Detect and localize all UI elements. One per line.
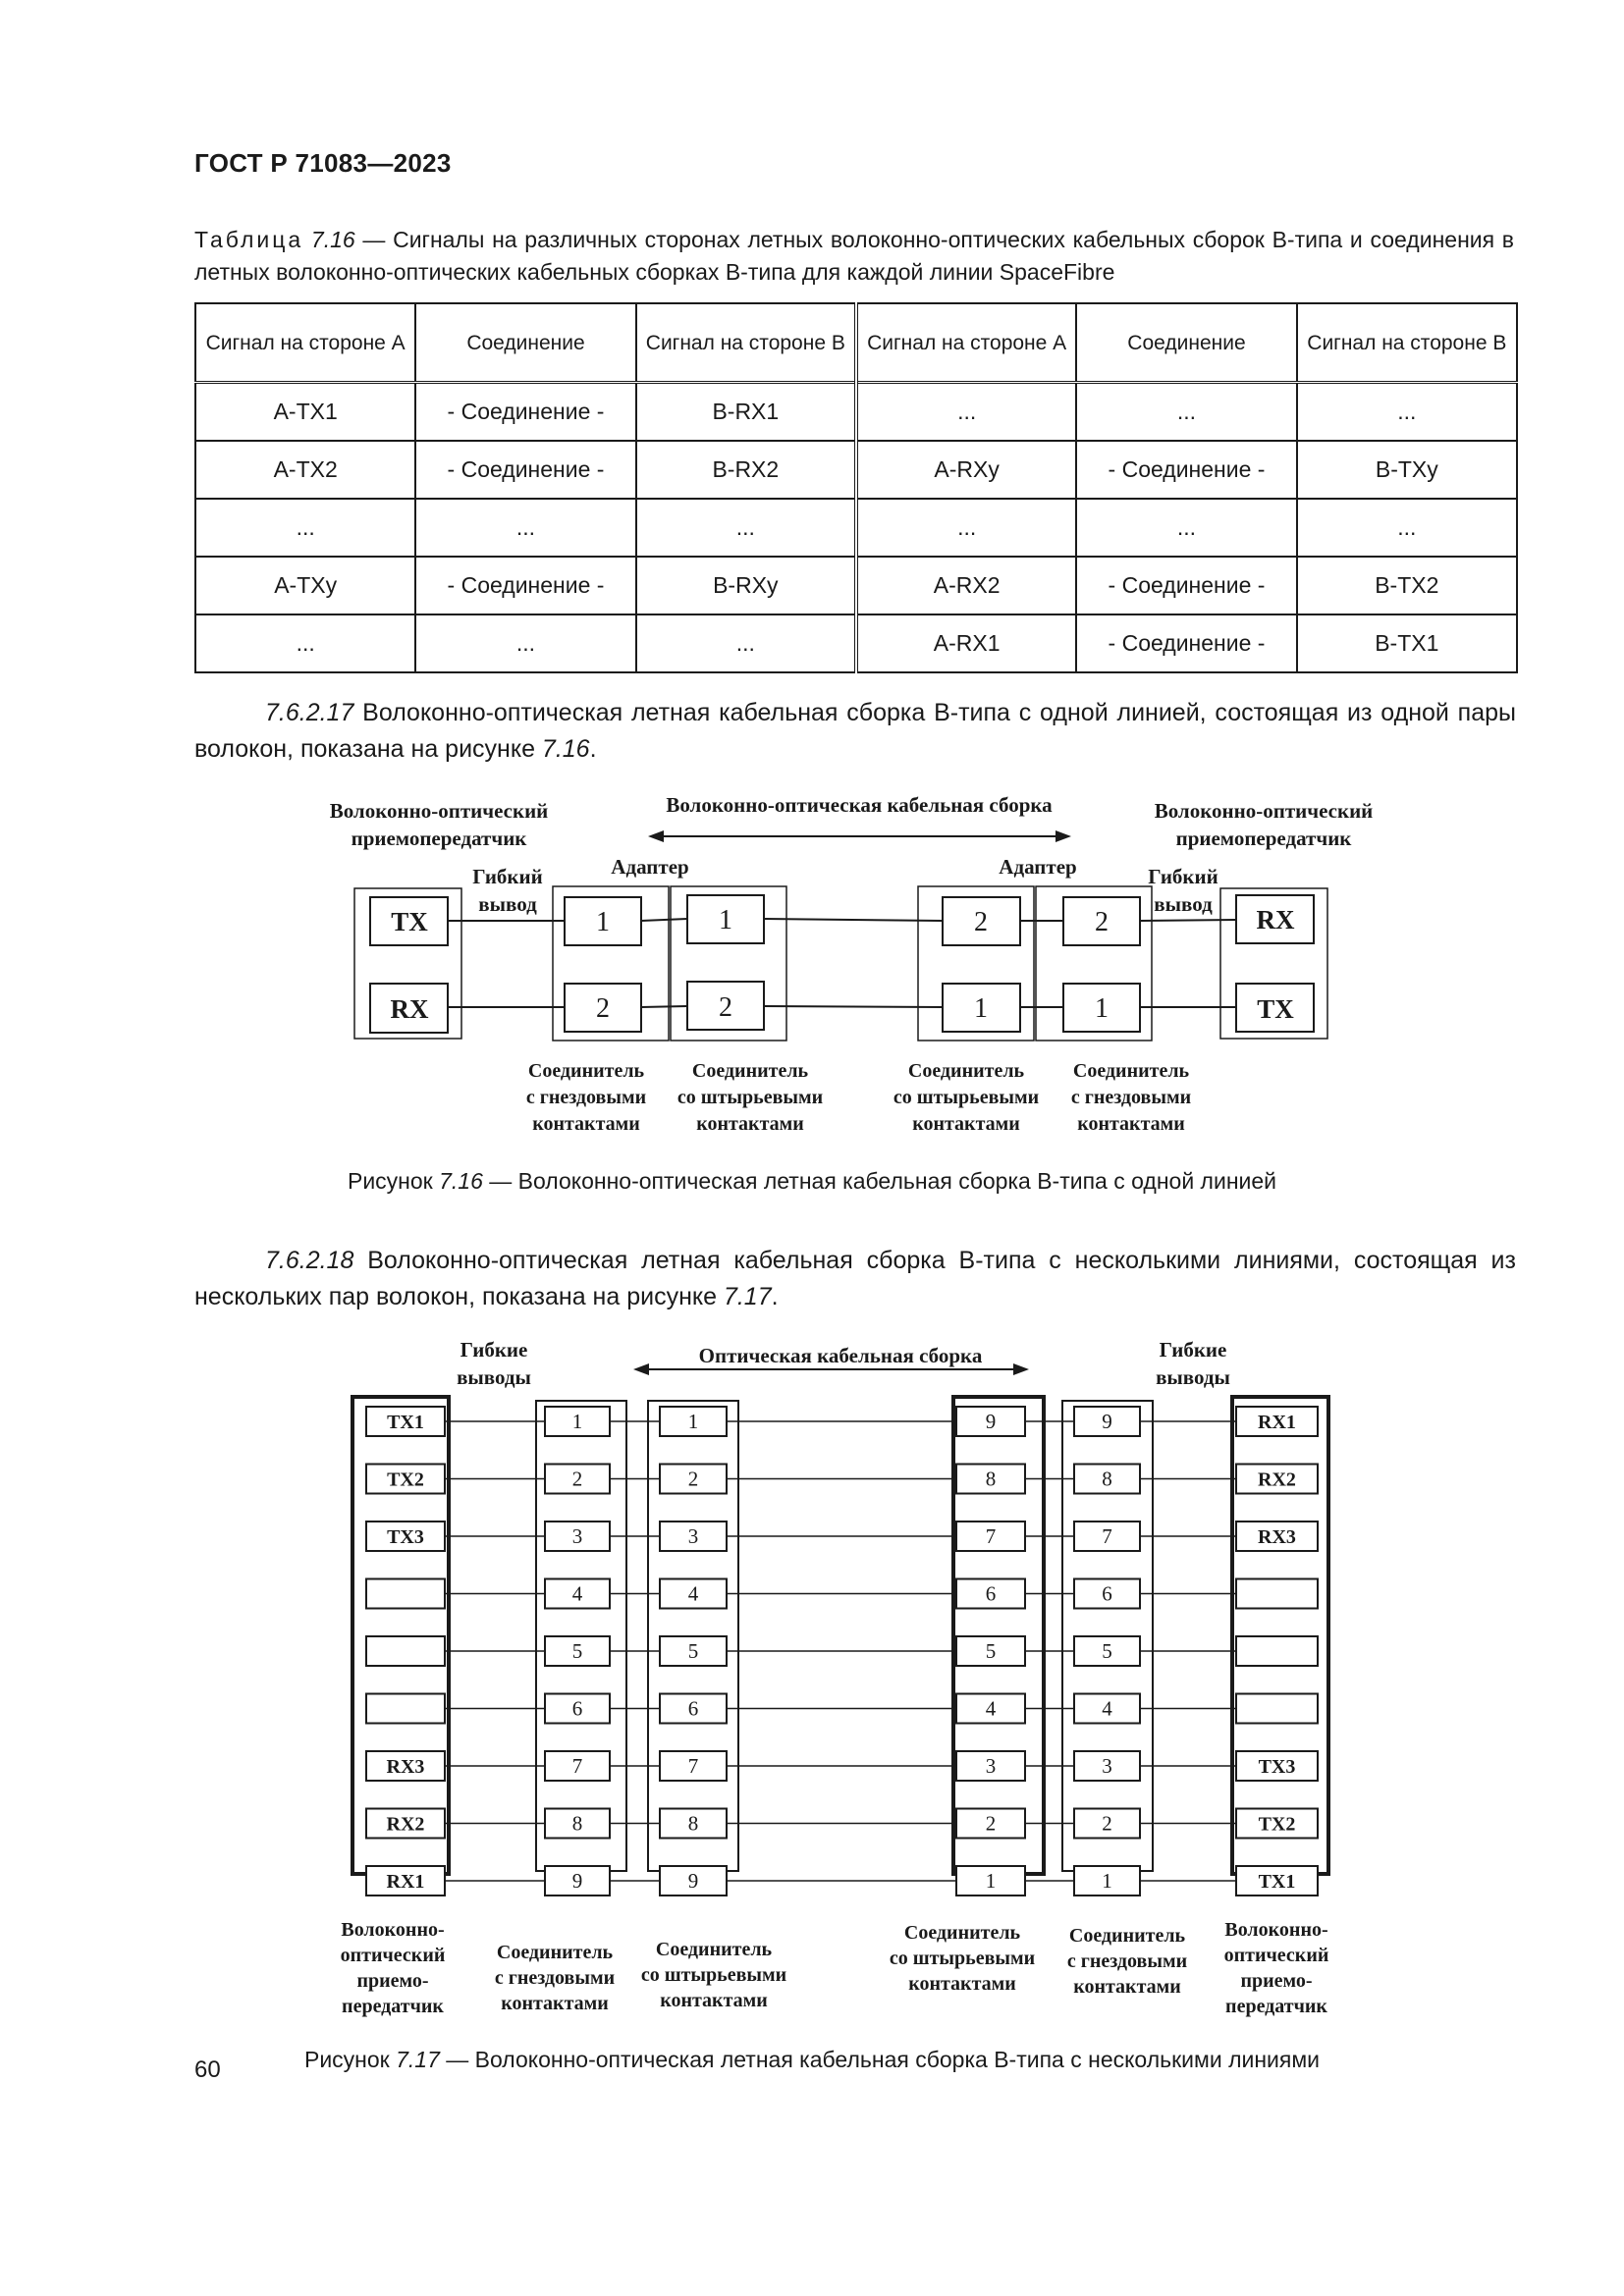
fig1-pin-label: 1 — [719, 905, 732, 935]
fig2-signal-label: TX2 — [1258, 1813, 1296, 1836]
fig2-sig-left-box — [366, 1694, 445, 1724]
fig1-pin-label: 2 — [719, 992, 732, 1023]
fig1-label-pin: контактами — [696, 1113, 804, 1135]
fig2-pin-label: 2 — [1102, 1811, 1112, 1836]
fig2-label-pin-right: со штырьевыми — [889, 1948, 1036, 1969]
table-cell: ... — [195, 499, 415, 557]
fig2-pin-label: 8 — [1102, 1467, 1112, 1491]
table-cell: B-RX1 — [636, 383, 856, 442]
fig2-signal-label: RX2 — [386, 1813, 425, 1836]
fig2-label-flex-right: выводы — [1156, 1365, 1230, 1389]
fig2-pin-label: 1 — [1102, 1869, 1112, 1893]
fig2-signal-label: RX2 — [1258, 1468, 1296, 1491]
fig2-label-flex-left: выводы — [457, 1365, 531, 1389]
fig2-pin-label: 7 — [985, 1524, 997, 1548]
fig2-label-flex-right: Гибкие — [1159, 1338, 1227, 1362]
fig2-pin-label: 8 — [571, 1811, 583, 1836]
fig2-label-socket-right: Соединитель — [1068, 1925, 1186, 1947]
fig2-label-trx-right: Волоконно- — [1224, 1919, 1328, 1941]
table-cell: ... — [856, 499, 1076, 557]
table-cell: ... — [1297, 499, 1517, 557]
fig1-label-socket: контактами — [532, 1113, 640, 1135]
fig2-pin-label: 9 — [1102, 1410, 1112, 1433]
fig2-pin-label: 3 — [571, 1524, 583, 1548]
table-cell: B-TX1 — [1297, 614, 1517, 672]
fig2-pin-label: 4 — [985, 1696, 997, 1721]
paragraph-number: 7.6.2.18 — [265, 1247, 354, 1274]
table-cell: - Соединение - — [415, 441, 635, 499]
fig2-signal-label: TX1 — [1258, 1871, 1296, 1893]
table-cell: - Соединение - — [415, 557, 635, 614]
fig1-label-socket-right: с гнездовыми — [1070, 1087, 1192, 1108]
fig1-rx-right: RX — [1256, 905, 1295, 934]
figure-caption-text: — Волоконно-оптическая летная кабельная сборка B-типа с несколькими линиями — [439, 2047, 1321, 2072]
fig1-label-transceiver-left-2: приемопередатчик — [351, 827, 527, 850]
fig2-label-pin-left: со штырьевыми — [640, 1964, 787, 1986]
table-cell: A-TXy — [195, 557, 415, 614]
figure-7-16-diagram — [0, 785, 1624, 1158]
fig2-pin-label: 2 — [985, 1811, 997, 1836]
figure-caption-number: 7.16 — [439, 1168, 483, 1194]
table-cell: - Соединение - — [1076, 614, 1296, 672]
table-header-cell: Сигнал на стороне B — [1297, 303, 1517, 383]
table-header-row — [195, 303, 1517, 383]
table-row — [195, 614, 1517, 672]
fig2-pin-label: 1 — [687, 1410, 699, 1433]
figure-reference: 7.16 — [541, 735, 590, 763]
fig2-signal-label: TX2 — [387, 1468, 424, 1491]
fig2-pin-label: 5 — [985, 1639, 997, 1663]
fig2-pin-label: 6 — [687, 1696, 699, 1721]
fig2-pin-label: 9 — [571, 1869, 583, 1893]
table-cell: ... — [1076, 383, 1296, 442]
table-caption-text: — Сигналы на различных сторонах летных волоконно-оптических кабельных сборок B-типа и соединения в летных волоконно-оптических кабельных сборках B-типа для каждой линии SpaceFibre — [194, 227, 1515, 285]
table-header-cell: Соединение — [415, 303, 635, 383]
fig2-pin-label: 9 — [687, 1869, 699, 1893]
fig1-rx-left: RX — [390, 994, 429, 1024]
fig2-label-flex-left: Гибкие — [460, 1338, 528, 1362]
fig1-pin-label: 1 — [974, 993, 988, 1024]
paragraph-text: Волоконно-оптическая летная кабельная сборка B-типа с одной линией, состоящая из одной пары волокон, показана на рисунке — [194, 699, 1516, 763]
table-cell: B-TX2 — [1297, 557, 1517, 614]
fig2-pin-label: 5 — [687, 1639, 699, 1663]
fig1-label-transceiver-left-1: Волоконно-оптический — [329, 799, 549, 823]
table-cell: ... — [415, 614, 635, 672]
fig1-pin-label: 2 — [596, 993, 610, 1024]
figure-caption-number: 7.17 — [396, 2047, 440, 2072]
table-header-cell: Сигнал на стороне A — [195, 303, 415, 383]
fig1-label-transceiver-right-2: приемопередатчик — [1175, 827, 1352, 850]
figure-caption-prefix: Рисунок — [347, 1168, 440, 1194]
fig2-pin-label: 7 — [571, 1754, 583, 1778]
fig1-pin-label: 2 — [974, 907, 988, 937]
table-caption-label: Таблица — [194, 227, 304, 252]
table-cell: ... — [195, 614, 415, 672]
table-row — [195, 557, 1517, 614]
document-header: ГОСТ Р 71083—2023 — [194, 148, 452, 178]
fig1-pin-label: 1 — [1095, 993, 1109, 1024]
paragraph-end: . — [771, 1283, 779, 1310]
fig1-label-assembly: Волоконно-оптическая кабельная сборка — [666, 793, 1053, 817]
fig2-pin-label: 2 — [687, 1467, 699, 1491]
table-cell: A-RXy — [856, 441, 1076, 499]
figure-reference: 7.17 — [723, 1283, 772, 1310]
table-caption-number: 7.16 — [310, 227, 355, 252]
fig2-pin-label: 7 — [1102, 1524, 1112, 1548]
fig2-label-trx-right: передатчик — [1225, 1996, 1327, 2017]
fig2-label-trx-left: передатчик — [342, 1996, 444, 2017]
table-cell: ... — [1297, 383, 1517, 442]
fig1-label-transceiver-right-1: Волоконно-оптический — [1154, 799, 1374, 823]
fig2-sig-right-box — [1236, 1579, 1318, 1609]
fig2-pin-label: 2 — [571, 1467, 583, 1491]
table-row — [195, 499, 1517, 557]
table-caption — [194, 224, 1514, 289]
table-row — [195, 383, 1517, 442]
fig1-label-pin-right: контактами — [912, 1113, 1020, 1135]
fig2-pin-label: 4 — [571, 1581, 583, 1606]
table-cell: A-RX2 — [856, 557, 1076, 614]
fig2-sig-right-box — [1236, 1636, 1318, 1666]
fig2-pin-label: 5 — [1102, 1639, 1112, 1663]
fig2-label-assembly: Оптическая кабельная сборка — [698, 1344, 983, 1367]
figure-7-17-diagram — [0, 1325, 1624, 2032]
fig1-pin-label: 2 — [1095, 907, 1109, 937]
page-number: 60 — [194, 2056, 221, 2083]
fig2-pin-label: 8 — [985, 1467, 997, 1491]
fig2-label-pin-right: контактами — [908, 1973, 1016, 1995]
table-cell: B-RX2 — [636, 441, 856, 499]
table-row — [195, 441, 1517, 499]
fig2-label-socket-left: контактами — [501, 1993, 609, 2014]
fig2-pin-label: 3 — [687, 1524, 699, 1548]
fig1-label-socket-right: контактами — [1077, 1113, 1185, 1135]
fig2-pin-label: 1 — [985, 1869, 997, 1893]
fig2-signal-label: RX3 — [386, 1756, 425, 1778]
fig2-label-pin-left: Соединитель — [655, 1939, 773, 1960]
fig1-label-pin: со штырьевыми — [677, 1087, 824, 1108]
table-cell: ... — [856, 383, 1076, 442]
table-header-cell: Соединение — [1076, 303, 1296, 383]
fig2-sig-left-box — [366, 1636, 445, 1666]
fig1-pin-label: 1 — [596, 907, 610, 937]
paragraph-7-6-2-17 — [194, 695, 1516, 768]
fig1-tx-right: TX — [1257, 994, 1294, 1024]
fig2-label-pin-right: Соединитель — [903, 1922, 1021, 1944]
fig1-label-socket: с гнездовыми — [525, 1087, 647, 1108]
paragraph-text: Волоконно-оптическая летная кабельная сборка B-типа с несколькими линиями, состоящая из нескольких пар волокон, показана на рисунке — [194, 1247, 1516, 1310]
fig2-pin-label: 6 — [985, 1581, 997, 1606]
fig2-signal-label: TX3 — [1258, 1756, 1296, 1778]
fig1-label-flex-right-2: вывод — [1154, 892, 1213, 916]
table-cell: ... — [636, 614, 856, 672]
table-cell: B-TXy — [1297, 441, 1517, 499]
fig1-label-pin-right: Соединитель — [907, 1060, 1025, 1082]
fig2-pin-label: 4 — [687, 1581, 699, 1606]
paragraph-7-6-2-18 — [194, 1243, 1516, 1315]
fig2-sig-left-box — [366, 1579, 445, 1609]
paragraph-end: . — [589, 735, 597, 763]
table-cell: ... — [636, 499, 856, 557]
fig2-signal-label: TX1 — [387, 1412, 424, 1433]
table-cell: A-TX2 — [195, 441, 415, 499]
fig2-signal-label: RX1 — [386, 1871, 425, 1893]
fig1-label-pin-right: со штырьевыми — [893, 1087, 1040, 1108]
fig2-signal-label: TX3 — [387, 1526, 424, 1548]
figure-7-17-caption — [0, 2047, 1624, 2073]
fig1-tx-left: TX — [391, 907, 428, 936]
table-cell: - Соединение - — [1076, 441, 1296, 499]
fig2-pin-label: 1 — [571, 1410, 583, 1433]
fig2-pin-label: 6 — [1102, 1581, 1112, 1606]
fig2-label-trx-left: приемо- — [356, 1970, 429, 1992]
fig2-signal-label: RX1 — [1258, 1412, 1296, 1433]
figure-caption-text: — Волоконно-оптическая летная кабельная сборка B-типа с одной линией — [482, 1168, 1277, 1194]
figure-7-16-caption — [0, 1168, 1624, 1195]
fig2-pin-label: 6 — [571, 1696, 583, 1721]
fig1-label-adapter-left: Адаптер — [611, 855, 689, 879]
table-cell: A-RX1 — [856, 614, 1076, 672]
fig1-label-socket-right: Соединитель — [1072, 1060, 1190, 1082]
table-cell: B-RXy — [636, 557, 856, 614]
fig2-label-socket-left: с гнездовыми — [494, 1967, 616, 1989]
paragraph-number: 7.6.2.17 — [265, 699, 354, 726]
fig2-label-pin-left: контактами — [660, 1990, 768, 2011]
table-cell: ... — [415, 499, 635, 557]
figure-caption-prefix: Рисунок — [303, 2047, 397, 2072]
fig2-label-trx-left: Волоконно- — [341, 1919, 445, 1941]
fig1-label-adapter-right: Адаптер — [999, 855, 1077, 879]
fig2-pin-label: 9 — [985, 1410, 997, 1433]
fig2-label-trx-right: оптический — [1223, 1945, 1329, 1966]
table-header-cell: Сигнал на стороне A — [856, 303, 1076, 383]
table-cell: ... — [1076, 499, 1296, 557]
table-cell: - Соединение - — [1076, 557, 1296, 614]
table-cell: - Соединение - — [415, 383, 635, 442]
fig1-label-flex-right-1: Гибкий — [1148, 865, 1218, 888]
fig1-label-socket: Соединитель — [527, 1060, 645, 1082]
signals-table — [194, 302, 1518, 673]
fig1-label-flex-left-1: Гибкий — [472, 865, 543, 888]
fig2-pin-label: 3 — [1102, 1754, 1112, 1778]
fig2-pin-label: 5 — [571, 1639, 583, 1663]
fig2-label-socket-right: с гнездовыми — [1066, 1950, 1188, 1972]
table-header-cell: Сигнал на стороне B — [636, 303, 856, 383]
fig1-label-pin: Соединитель — [691, 1060, 809, 1082]
fig2-label-trx-right: приемо- — [1240, 1970, 1313, 1992]
fig2-pin-label: 3 — [985, 1754, 997, 1778]
fig2-pin-label: 4 — [1102, 1696, 1112, 1721]
table-cell: A-TX1 — [195, 383, 415, 442]
fig2-label-trx-left: оптический — [340, 1945, 446, 1966]
fig2-pin-label: 7 — [687, 1754, 699, 1778]
fig2-label-socket-left: Соединитель — [496, 1942, 614, 1963]
fig2-label-socket-right: контактами — [1073, 1976, 1181, 1998]
fig1-label-flex-left-2: вывод — [478, 892, 537, 916]
fig2-signal-label: RX3 — [1258, 1526, 1296, 1548]
fig2-sig-right-box — [1236, 1694, 1318, 1724]
fig2-pin-label: 8 — [687, 1811, 699, 1836]
